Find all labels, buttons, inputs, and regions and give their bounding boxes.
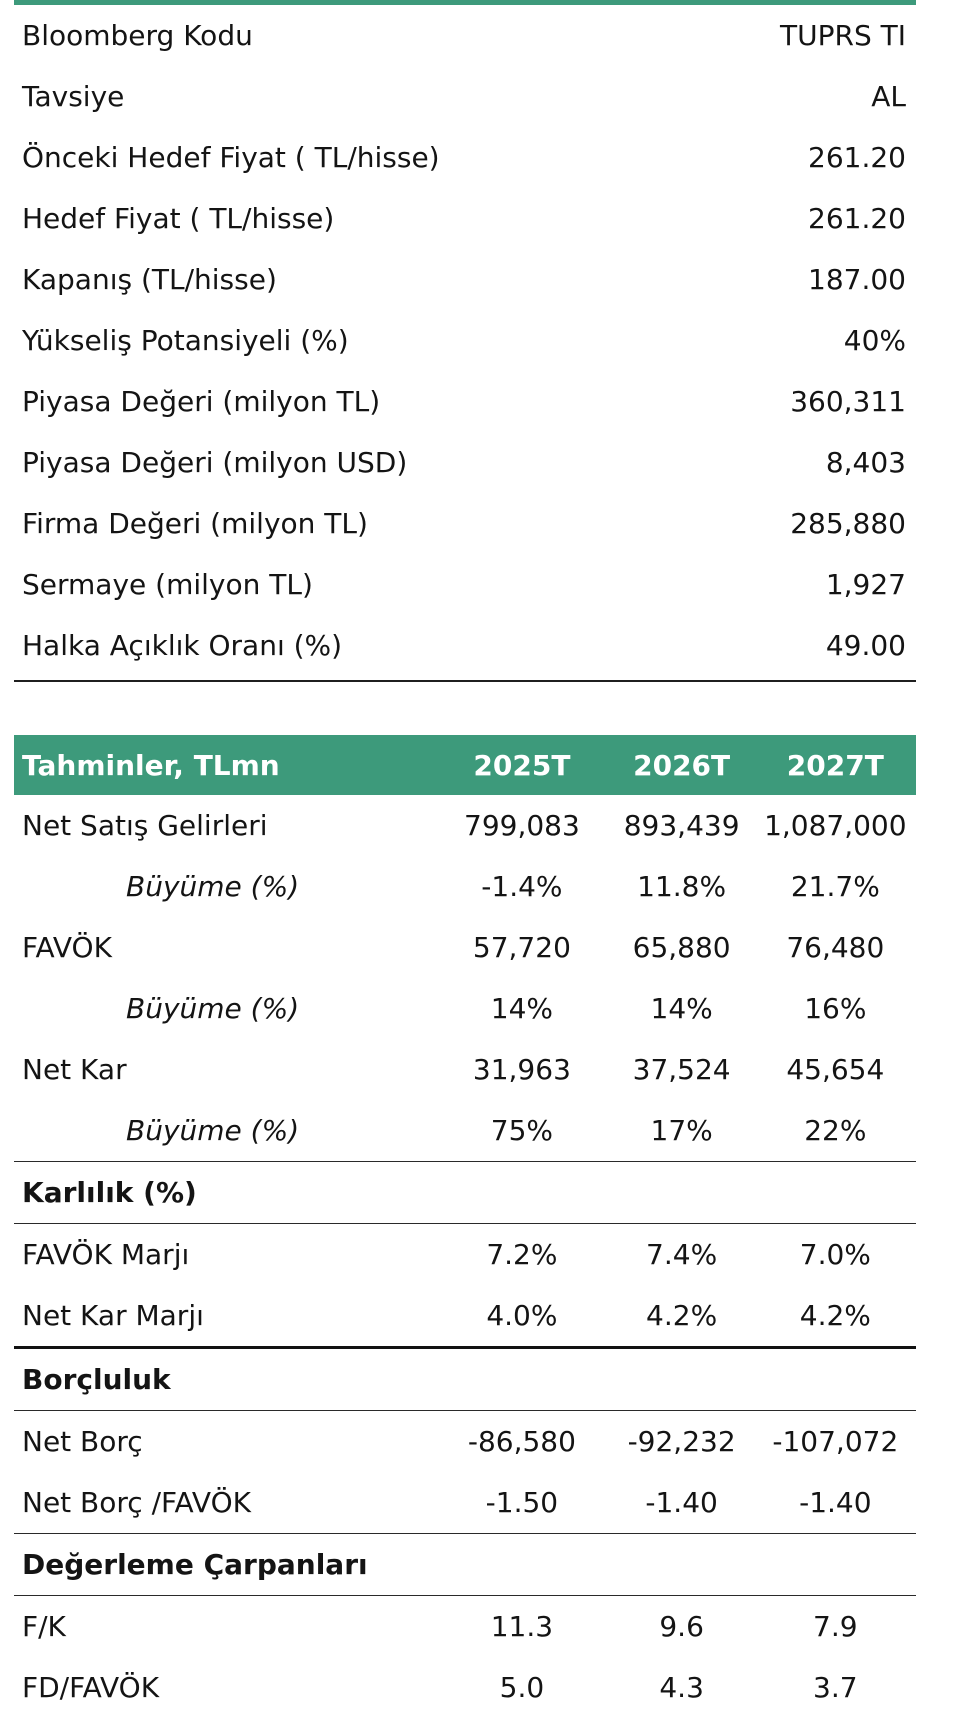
forecast-row-sales-growth — [14, 856, 916, 917]
summary-label: Hedef Fiyat ( TL/hisse) — [22, 202, 335, 235]
row-label: FAVÖK Marjı — [14, 1224, 435, 1286]
summary-label: Yükseliş Potansiyeli (%) — [22, 324, 349, 357]
summary-label: Piyasa Değeri (milyon TL) — [22, 385, 381, 418]
report-container — [14, 0, 916, 1704]
year-header-2025: 2025T — [435, 735, 608, 795]
value-2027: 3.7 — [813, 1671, 858, 1704]
forecast-row-profit-growth — [14, 1100, 916, 1162]
value-2027: 76,480 — [786, 931, 885, 964]
summary-row — [14, 66, 916, 127]
row-label: Net Kar — [22, 1053, 127, 1086]
value-2027: -107,072 — [755, 1411, 916, 1473]
summary-value: AL — [871, 80, 906, 113]
value-2027: 7.9 — [755, 1596, 916, 1658]
summary-value: 285,880 — [790, 507, 906, 540]
value-2027: 45,654 — [786, 1053, 885, 1086]
section-title: Borçluluk — [14, 1348, 916, 1411]
summary-value: 8,403 — [825, 446, 906, 479]
value-2026: -92,232 — [609, 1411, 755, 1473]
summary-row — [14, 615, 916, 676]
value-2025: 7.2% — [435, 1224, 608, 1286]
value-2027: 7.0% — [755, 1224, 916, 1286]
value-2026: 4.3 — [659, 1671, 704, 1704]
value-2027: -1.40 — [799, 1486, 872, 1519]
summary-label: Önceki Hedef Fiyat ( TL/hisse) — [22, 141, 440, 174]
value-2025: 57,720 — [472, 931, 571, 964]
row-label: Büyüme (%) — [126, 992, 300, 1025]
summary-label: Bloomberg Kodu — [22, 19, 253, 52]
value-2026: 17% — [650, 1114, 713, 1147]
value-2027: 21.7% — [790, 870, 880, 903]
summary-row — [14, 554, 916, 615]
summary-value: 261.20 — [808, 202, 906, 235]
forecast-row-ev-ebitda — [14, 1657, 916, 1718]
summary-row — [14, 310, 916, 371]
forecast-row-net-sales — [14, 795, 916, 856]
section-valuation — [14, 1534, 916, 1596]
row-label: FAVÖK — [22, 931, 112, 964]
value-2025: 5.0 — [499, 1671, 545, 1704]
forecast-table — [14, 735, 916, 1718]
value-2026: 14% — [650, 992, 713, 1025]
forecast-row-net-margin — [14, 1285, 916, 1348]
value-2025: 31,963 — [472, 1053, 571, 1086]
value-2026: 37,524 — [632, 1053, 731, 1086]
row-label: Net Borç /FAVÖK — [22, 1486, 251, 1519]
forecast-row-net-debt-ebitda — [14, 1472, 916, 1534]
summary-row — [14, 432, 916, 493]
section-title: Karlılık (%) — [14, 1162, 916, 1224]
summary-value: 49.00 — [825, 629, 906, 662]
summary-label: Halka Açıklık Oranı (%) — [22, 629, 343, 662]
value-2025: 799,083 — [464, 809, 580, 842]
forecast-header-title: Tahminler, TLmn — [14, 735, 435, 795]
summary-row — [14, 371, 916, 432]
value-2025: 14% — [490, 992, 554, 1025]
forecast-row-pe — [14, 1596, 916, 1658]
value-2027: 16% — [804, 992, 867, 1025]
summary-label: Sermaye (milyon TL) — [22, 568, 313, 601]
row-label: Net Borç — [14, 1411, 435, 1473]
value-2026: 4.2% — [646, 1299, 718, 1332]
summary-row — [14, 127, 916, 188]
row-label: F/K — [14, 1596, 435, 1658]
section-title: Değerleme Çarpanları — [14, 1534, 916, 1596]
summary-row — [14, 493, 916, 554]
value-2026: 9.6 — [609, 1596, 755, 1658]
summary-value: 360,311 — [790, 385, 906, 418]
forecast-header-row — [14, 735, 916, 795]
summary-value: 1,927 — [825, 568, 906, 601]
summary-label: Piyasa Değeri (milyon USD) — [22, 446, 408, 479]
value-2025: 11.3 — [435, 1596, 608, 1658]
value-2026: 893,439 — [623, 809, 740, 842]
value-2026: 7.4% — [609, 1224, 755, 1286]
summary-value: 40% — [843, 324, 906, 357]
value-2027: 4.2% — [799, 1299, 871, 1332]
row-label: Net Satış Gelirleri — [22, 809, 268, 842]
value-2026: 65,880 — [632, 931, 731, 964]
value-2027: 22% — [804, 1114, 867, 1147]
value-2026: -1.40 — [645, 1486, 718, 1519]
forecast-row-ebitda-margin — [14, 1224, 916, 1286]
summary-label: Tavsiye — [22, 80, 125, 113]
year-header-2026: 2026T — [609, 735, 755, 795]
summary-label: Firma Değeri (milyon TL) — [22, 507, 368, 540]
forecast-row-ebitda — [14, 917, 916, 978]
summary-value: 261.20 — [808, 141, 906, 174]
row-label: Net Kar Marjı — [22, 1299, 204, 1332]
value-2025: -1.50 — [485, 1486, 559, 1519]
row-label: Büyüme (%) — [126, 870, 300, 903]
summary-row — [14, 5, 916, 66]
section-debt — [14, 1348, 916, 1411]
summary-label: Kapanış (TL/hisse) — [22, 263, 277, 296]
value-2026: 11.8% — [637, 870, 727, 903]
value-2025: 4.0% — [486, 1299, 558, 1332]
summary-value: TUPRS TI — [780, 19, 906, 52]
forecast-row-net-debt — [14, 1411, 916, 1473]
value-2025: -86,580 — [435, 1411, 608, 1473]
forecast-row-net-profit — [14, 1039, 916, 1100]
row-label: Büyüme (%) — [126, 1114, 300, 1147]
row-label: FD/FAVÖK — [22, 1671, 160, 1704]
summary-value: 187.00 — [808, 263, 906, 296]
summary-row — [14, 249, 916, 310]
forecast-row-ebitda-growth — [14, 978, 916, 1039]
summary-table — [14, 5, 916, 676]
section-profitability — [14, 1162, 916, 1224]
value-2027: 1,087,000 — [764, 809, 907, 842]
value-2025: 75% — [490, 1114, 554, 1147]
value-2025: -1.4% — [481, 870, 563, 903]
summary-bottom-rule — [14, 680, 916, 682]
year-header-2027: 2027T — [755, 735, 916, 795]
summary-row — [14, 188, 916, 249]
